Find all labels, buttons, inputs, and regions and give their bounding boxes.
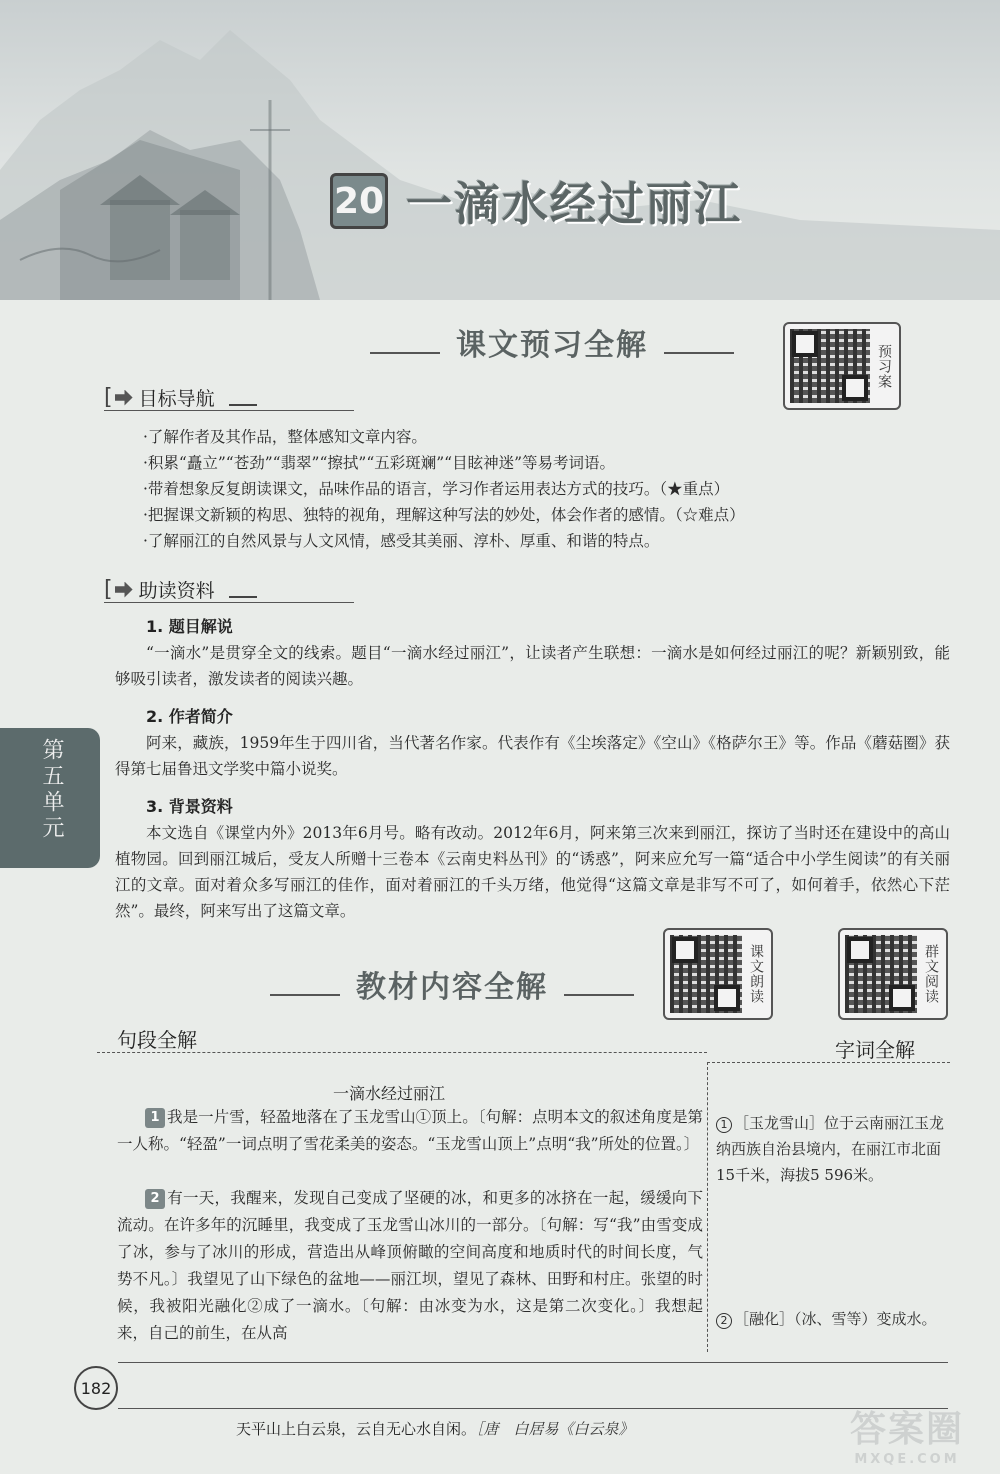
watermark-main: 答案圈 — [849, 1409, 964, 1450]
qr-code-read-aloud[interactable] — [663, 928, 773, 1020]
quote-text: 天平山上白云泉，云自无心水自闲。 — [236, 1420, 477, 1438]
divider — [270, 994, 340, 996]
paragraph-topic: “一滴水”是贯穿全文的线索。题目“一滴水经过丽江”，让读者产生联想：一滴水是如何经过丽江的呢？新颖别致，能够吸引读者，激发读者的阅读兴趣。 — [115, 644, 950, 688]
subheading-topic: 1. 题目解说 — [146, 617, 233, 636]
note-number: 1 — [716, 1117, 732, 1133]
lesson-title — [330, 168, 742, 234]
divider — [97, 1052, 707, 1053]
qr-code-preview[interactable] — [783, 322, 901, 410]
paragraph-text: 有一天，我醒来，发现自己变成了坚硬的冰，和更多的冰挤在一起，缓缓向下流动。在许多年的沉睡里，我变成了玉龙雪山冰川的一部分。〔句解：写“我”由雪变成了冰，参与了冰川的形成，营造出从峰顶俯瞰的空间高度和地质时代的时间长度，气势不凡。〕我望见了山下绿色的盆地——丽江坝，望见了森林、田野和村庄。张望的时候，我被阳光融化②成了一滴水。〔句解：由冰变为水，这是第二次变化。〕我想起来，自己的前生，在从高 — [117, 1189, 703, 1342]
section-title-text: 课文预习全解 — [456, 328, 648, 363]
list-item: ·了解丽江的自然风景与人文风情，感受其美丽、淳朴、厚重、和谐的特点。 — [143, 532, 660, 550]
unit-side-tab — [0, 728, 100, 868]
qr-label: 群文阅读 — [923, 944, 939, 1004]
list-item: ·了解作者及其作品，整体感知文章内容。 — [143, 428, 427, 446]
goals-heading — [104, 384, 257, 411]
qr-code-icon — [790, 329, 870, 403]
qr-code-icon — [845, 935, 917, 1013]
arrow-icon — [115, 390, 133, 406]
subheading-author: 2. 作者简介 — [146, 707, 233, 726]
divider — [104, 602, 354, 603]
section-title-content — [270, 962, 634, 1006]
reading-heading-text: 助读资料 — [138, 580, 215, 602]
header-illustration — [0, 0, 1000, 300]
text-paragraph-1 — [117, 1104, 703, 1158]
list-item: ·带着想象反复朗读课文，品味作品的语言，学习作者运用表达方式的技巧。（★重点） — [143, 480, 730, 498]
qr-label: 课文朗读 — [748, 944, 764, 1004]
paragraph-number-badge: 1 — [145, 1108, 165, 1128]
reading-heading — [104, 576, 257, 603]
divider — [564, 994, 634, 996]
paragraph-author: 阿来，藏族，1959年生于四川省，当代著名作家。代表作有《尘埃落定》《空山》《格萨尔王》等。作品《蘑菇圈》获得第七届鲁迅文学奖中篇小说奖。 — [115, 734, 950, 778]
note-term: ［玉龙雪山］ — [734, 1114, 825, 1132]
lesson-number: 20 — [330, 173, 388, 229]
divider — [118, 1408, 948, 1409]
list-item: ·积累“矗立”“苍劲”“翡翠”“擦拭”“五彩斑斓”“目眩神迷”等易考词语。 — [143, 454, 616, 472]
qr-label: 预习案 — [876, 343, 892, 389]
lesson-name: 一滴水经过丽江 — [406, 177, 742, 231]
goals-list — [143, 424, 903, 554]
divider — [118, 1362, 948, 1363]
qr-code-group-reading[interactable] — [838, 928, 948, 1020]
unit-side-tab-text: 第五单元 — [39, 738, 64, 842]
note-text: （冰、雪等）变成水。 — [794, 1310, 937, 1328]
mountain-village-illustration — [0, 0, 1000, 300]
note-item — [716, 1306, 948, 1332]
paragraph-text: 我是一片雪，轻盈地落在了玉龙雪山①顶上。〔句解：点明本文的叙述角度是第一人称。“轻盈”一词点明了雪花柔美的姿态。“玉龙雪山顶上”点明“我”所处的位置。〕 — [117, 1108, 703, 1153]
section-title-text: 教材内容全解 — [356, 970, 548, 1005]
arrow-icon — [115, 582, 133, 598]
paragraph-background: 本文选自《课堂内外》2013年6月号。略有改动。2012年6月，阿来第三次来到丽江，探访了当时还在建设中的高山植物园。回到丽江城后，受友人所赠十三卷本《云南史料丛刊》的“诱惑”，阿来应允写一篇“适合中小学生阅读”的有关丽江的文章。面对着众多写丽江的佳作，面对着丽江的千头万绪，他觉得“这篇文章是非写不可了，如何着手，依然心下茫然”。最终，阿来写出了这篇文章。 — [115, 824, 950, 920]
note-text: 位于云南丽江玉龙纳西族自治县境内，在丽江市北面15千米，海拔5 596米。 — [716, 1114, 945, 1184]
label-sentence-analysis: 句段全解 — [117, 1028, 197, 1052]
divider — [370, 352, 440, 354]
divider — [707, 1062, 708, 1352]
note-item — [716, 1110, 948, 1188]
paragraph-number-badge: 2 — [145, 1189, 165, 1209]
bracket-icon: [ — [104, 385, 113, 410]
note-term: ［融化］ — [734, 1310, 795, 1328]
quote-source: ［唐 白居易《白云泉》 — [476, 1420, 634, 1438]
text-paragraph-2 — [117, 1185, 703, 1347]
watermark-logo — [832, 1402, 982, 1466]
text-title: 一滴水经过丽江 — [333, 1084, 446, 1103]
divider — [104, 410, 354, 411]
divider — [229, 404, 257, 406]
goals-heading-text: 目标导航 — [138, 388, 215, 410]
qr-code-icon — [670, 935, 742, 1013]
section-title-preview — [370, 320, 734, 364]
page-number: 182 — [74, 1366, 118, 1410]
bracket-icon: [ — [104, 577, 113, 602]
divider — [707, 1062, 950, 1063]
list-item: ·把握课文新颖的构思、独特的视角，理解这种写法的妙处，体会作者的感情。（☆难点） — [143, 506, 745, 524]
divider — [229, 596, 257, 598]
note-number: 2 — [716, 1313, 732, 1329]
divider — [664, 352, 734, 354]
footer-quote — [236, 1418, 634, 1439]
watermark-sub: MXQE.COM — [854, 1452, 960, 1467]
subheading-background: 3. 背景资料 — [146, 797, 233, 816]
label-word-analysis: 字词全解 — [835, 1038, 915, 1062]
